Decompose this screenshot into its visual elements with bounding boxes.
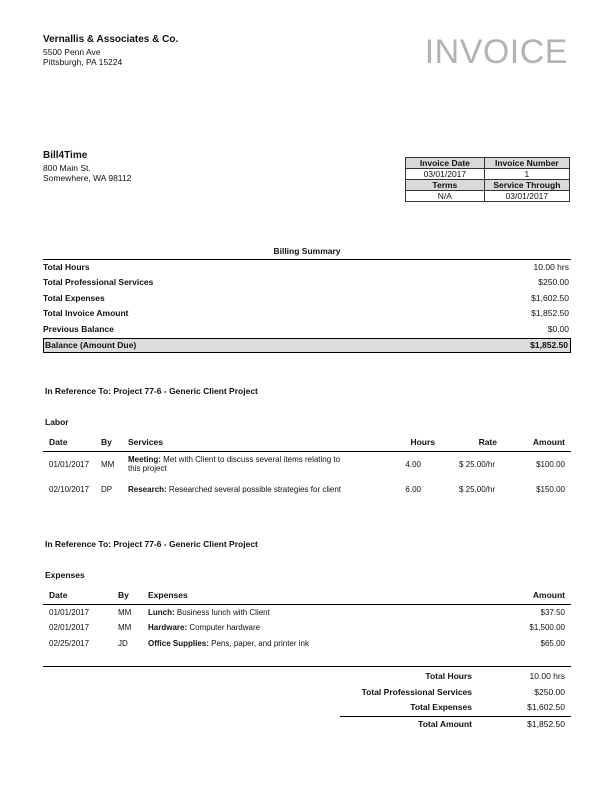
expense-cell bbox=[148, 604, 491, 620]
amount-cell: $100.00 bbox=[536, 459, 565, 469]
totals-value: $250.00 bbox=[534, 686, 565, 697]
column-header: By bbox=[101, 437, 128, 451]
totals-row bbox=[300, 700, 571, 716]
document-title: INVOICE bbox=[424, 33, 568, 71]
by-cell: MM bbox=[101, 459, 115, 469]
invoice-number-value: 1 bbox=[484, 169, 569, 180]
amount-cell: $150.00 bbox=[536, 485, 565, 495]
date-cell: 02/25/2017 bbox=[49, 639, 90, 649]
totals-value: 10.00 hrs bbox=[529, 671, 565, 681]
summary-row bbox=[43, 275, 571, 291]
totals-block bbox=[300, 669, 571, 731]
by-cell: DP bbox=[101, 485, 113, 495]
expense-description: Computer hardware bbox=[189, 623, 261, 633]
amount-cell: $65.00 bbox=[540, 639, 565, 649]
balance-due-label: Balance (Amount Due) bbox=[45, 340, 137, 351]
rate-cell: $ 25.00/hr bbox=[458, 485, 495, 495]
service-through-label: Service Through bbox=[484, 180, 569, 191]
column-header: Services bbox=[128, 437, 373, 451]
hours-cell: 6.00 bbox=[405, 485, 421, 495]
total-amount-label: Total Amount bbox=[418, 718, 472, 729]
service-category: Meeting: bbox=[128, 455, 161, 465]
expense-description: Pens, paper, and printer ink bbox=[211, 639, 309, 649]
expense-category: Hardware: bbox=[148, 623, 188, 633]
totals-row bbox=[300, 669, 571, 685]
billing-summary bbox=[43, 247, 571, 353]
summary-row bbox=[43, 291, 571, 307]
totals-divider bbox=[43, 666, 571, 667]
table-row bbox=[43, 636, 571, 652]
hours-cell: 4.00 bbox=[405, 459, 421, 469]
client-address-line2: Somewhere, WA 98112 bbox=[43, 173, 132, 183]
balance-due-row bbox=[43, 338, 571, 353]
service-through-value: 03/01/2017 bbox=[484, 191, 569, 202]
service-category: Research: bbox=[128, 485, 167, 495]
summary-value: $1,852.50 bbox=[531, 308, 569, 319]
summary-label: Total Professional Services bbox=[43, 277, 154, 288]
summary-row bbox=[43, 260, 571, 276]
summary-label: Total Hours bbox=[43, 261, 90, 272]
invoice-date-value: 03/01/2017 bbox=[406, 169, 485, 180]
by-cell: MM bbox=[118, 607, 132, 617]
totals-label: Total Expenses bbox=[410, 702, 472, 712]
totals-value: $1,602.50 bbox=[527, 702, 565, 712]
table-row bbox=[43, 451, 571, 477]
column-header: Hours bbox=[373, 437, 435, 451]
amount-cell: $37.50 bbox=[540, 607, 565, 617]
expense-cell bbox=[148, 620, 491, 636]
invoice-number-label: Invoice Number bbox=[484, 158, 569, 169]
column-header: By bbox=[118, 590, 148, 604]
column-header: Amount bbox=[497, 437, 571, 451]
expenses-reference: In Reference To: Project 77-6 - Generic Client Project bbox=[45, 539, 258, 549]
labor-heading: Labor bbox=[45, 417, 69, 427]
expense-category: Lunch: bbox=[148, 607, 175, 617]
expenses-heading: Expenses bbox=[45, 570, 85, 580]
totals-row bbox=[300, 685, 571, 701]
billing-summary-title: Billing Summary bbox=[43, 247, 571, 260]
table-row bbox=[43, 477, 571, 503]
column-header: Date bbox=[43, 590, 118, 604]
client-name: Bill4Time bbox=[43, 150, 88, 161]
by-cell: JD bbox=[118, 639, 128, 649]
service-description: Researched several possible strategies for client bbox=[168, 485, 342, 495]
labor-reference: In Reference To: Project 77-6 - Generic Client Project bbox=[45, 386, 258, 396]
company-address-line1: 5500 Penn Ave bbox=[43, 46, 101, 57]
expenses-table bbox=[43, 590, 571, 652]
terms-value: N/A bbox=[406, 191, 485, 202]
table-row bbox=[43, 620, 571, 636]
totals-label: Total Hours bbox=[425, 671, 472, 681]
expense-cell bbox=[148, 636, 491, 652]
service-cell bbox=[128, 477, 373, 503]
total-amount-value: $1,852.50 bbox=[527, 718, 565, 729]
labor-table bbox=[43, 437, 571, 503]
rate-cell: $ 25.00/hr bbox=[458, 459, 495, 469]
company-block bbox=[43, 35, 178, 68]
invoice-info-table bbox=[405, 157, 570, 202]
total-amount-row bbox=[340, 716, 571, 732]
date-cell: 01/01/2017 bbox=[49, 459, 90, 469]
expense-category: Office Supplies: bbox=[148, 639, 209, 649]
terms-label: Terms bbox=[406, 180, 485, 191]
summary-row bbox=[43, 322, 571, 338]
summary-value: 10.00 hrs bbox=[533, 261, 569, 272]
summary-value: $250.00 bbox=[538, 277, 569, 288]
column-header: Amount bbox=[491, 590, 571, 604]
invoice-date-label: Invoice Date bbox=[406, 158, 485, 169]
client-address-line1: 800 Main St. bbox=[43, 162, 91, 173]
summary-label: Total Invoice Amount bbox=[43, 308, 129, 319]
balance-due-value: $1,852.50 bbox=[530, 340, 568, 351]
totals-label: Total Professional Services bbox=[361, 686, 472, 697]
summary-label: Previous Balance bbox=[43, 323, 114, 334]
column-header: Expenses bbox=[148, 590, 491, 604]
summary-value: $0.00 bbox=[547, 323, 569, 334]
amount-cell: $1,500.00 bbox=[529, 623, 565, 633]
date-cell: 01/01/2017 bbox=[49, 607, 90, 617]
company-address-line2: Pittsburgh, PA 15224 bbox=[43, 57, 123, 67]
company-name: Vernallis & Associates & Co. bbox=[43, 34, 179, 45]
column-header: Date bbox=[43, 437, 101, 451]
column-header: Rate bbox=[435, 437, 497, 451]
service-cell bbox=[128, 451, 373, 477]
summary-label: Total Expenses bbox=[43, 292, 105, 303]
by-cell: MM bbox=[118, 623, 132, 633]
service-description: Met with Client to discuss several items relating to this project bbox=[128, 455, 341, 474]
table-row bbox=[43, 604, 571, 620]
date-cell: 02/10/2017 bbox=[49, 485, 90, 495]
summary-value: $1,602.50 bbox=[531, 292, 569, 303]
expense-description: Business lunch with Client bbox=[176, 607, 270, 617]
date-cell: 02/01/2017 bbox=[49, 623, 90, 633]
summary-row bbox=[43, 306, 571, 322]
client-block bbox=[43, 151, 131, 184]
